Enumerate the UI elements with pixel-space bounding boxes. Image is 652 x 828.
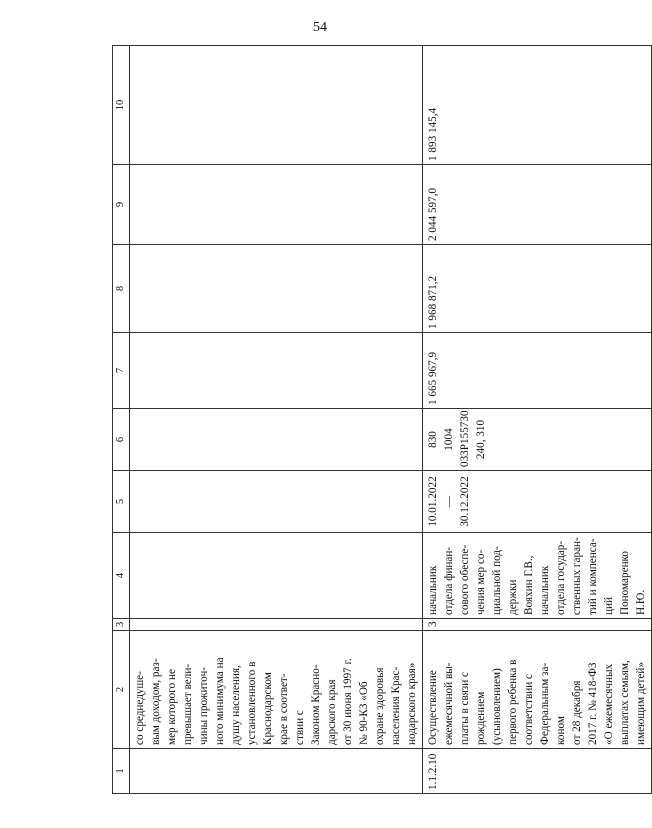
table-row-continuation xyxy=(130,46,423,794)
page-number: 54 xyxy=(313,20,327,35)
column-header-2: 2 xyxy=(113,631,130,749)
cell-col3 xyxy=(130,619,423,631)
cell-col7 xyxy=(130,333,423,409)
column-header-1: 1 xyxy=(113,749,130,794)
cell-col5 xyxy=(130,471,423,533)
cell-col3: 3 xyxy=(423,619,652,631)
rotated-table-container xyxy=(112,46,647,794)
cell-amount-col8: 1 968 871,2 xyxy=(423,245,652,333)
column-header-3: 3 xyxy=(113,619,130,631)
column-header-8: 8 xyxy=(113,245,130,333)
cell-number xyxy=(130,749,423,794)
budget-table xyxy=(112,45,652,794)
cell-dates: 10.01.2022 — 30.12.2022 xyxy=(423,471,652,533)
cell-responsible: начальник отдела финан- сового обеспе- чения мер со- циальной под- держки Вояхин Г.В., начальник отдела государ- ственных гаран- тий и компенса- ций Пономаренко Н.Ю. xyxy=(423,533,652,619)
cell-col10 xyxy=(130,46,423,165)
column-header-10: 10 xyxy=(113,46,130,165)
column-header-7: 7 xyxy=(113,333,130,409)
column-number-row xyxy=(113,46,130,794)
cell-col4 xyxy=(130,533,423,619)
cell-budget-codes: 830 1004 033Р155730 240, 310 xyxy=(423,409,652,471)
cell-amount-col9: 2 044 597,0 xyxy=(423,165,652,245)
cell-amount-col10: 1 893 145,4 xyxy=(423,46,652,165)
column-header-5: 5 xyxy=(113,471,130,533)
column-header-4: 4 xyxy=(113,533,130,619)
cell-col6 xyxy=(130,409,423,471)
column-header-9: 9 xyxy=(113,165,130,245)
cell-description: Осуществление ежемесячной вы- платы в связи с рождением (усыновлением) первого ребенка в соответствии с Федеральным за- коном от 28 декабря 2017 г. № 418-ФЗ «О ежемесячных выплатах семьям, имеющим детей» xyxy=(423,631,652,749)
table-row-1-1-2-10 xyxy=(423,46,652,794)
cell-amount-col7: 1 665 967,9 xyxy=(423,333,652,409)
cell-col9 xyxy=(130,165,423,245)
column-header-6: 6 xyxy=(113,409,130,471)
cell-description-continued: со среднедуше- вым доходом, раз- мер которого не превышает вели- чины прожиточ- ного минимума на душу населения, установленного в Краснодарском крае в соответ- ствии с Законом Красно- дарского края от 30 июня 1997 г. № 90-КЗ «Об охране здоровья населения Крас- нодарского края» xyxy=(130,631,423,749)
cell-number: 1.1.2.10 xyxy=(423,749,652,794)
cell-col8 xyxy=(130,245,423,333)
